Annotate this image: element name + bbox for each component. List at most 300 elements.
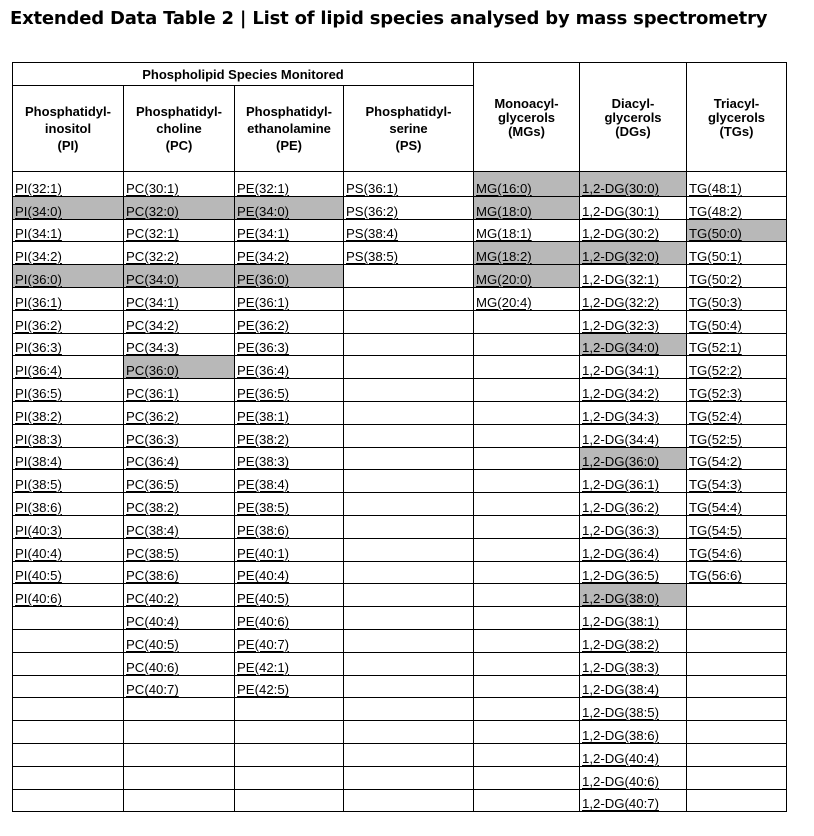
- cell-dg: [580, 766, 687, 789]
- empty-cell: [344, 379, 474, 402]
- table-row: [13, 424, 787, 447]
- empty-cell: [474, 379, 580, 402]
- cell-pi: [13, 447, 124, 470]
- species-label: PC(34:2): [126, 317, 179, 333]
- species-label: PE(40:6): [237, 613, 290, 629]
- cell-dg: [580, 196, 687, 219]
- cell-pi: [13, 242, 124, 265]
- cell-tg: [687, 287, 787, 310]
- empty-cell: [687, 652, 787, 675]
- cell-ps: [344, 196, 474, 219]
- species-label: PC(36:2): [126, 408, 179, 424]
- cell-pi: [13, 538, 124, 561]
- cell-pi: [13, 172, 124, 197]
- empty-cell: [474, 515, 580, 538]
- species-label: PC(36:5): [126, 477, 179, 493]
- species-label: 1,2-DG(38:1): [582, 613, 659, 629]
- species-label: 1,2-DG(38:2): [582, 636, 659, 652]
- cell-dg: [580, 401, 687, 424]
- species-label: PI(36:2): [15, 317, 62, 333]
- species-label: PE(36:1): [237, 294, 290, 310]
- empty-cell: [344, 493, 474, 516]
- empty-cell: [474, 652, 580, 675]
- species-label: PI(32:1): [15, 180, 62, 196]
- species-label: PE(34:0): [237, 203, 290, 219]
- cell-pe: [235, 584, 344, 607]
- cell-pc: [124, 424, 235, 447]
- empty-cell: [474, 789, 580, 812]
- species-label: PE(40:1): [237, 545, 290, 561]
- cell-pi: [13, 379, 124, 402]
- cell-tg: [687, 310, 787, 333]
- species-label: MG(20:0): [476, 271, 532, 287]
- table-row: [13, 584, 787, 607]
- species-label: PE(34:1): [237, 226, 290, 242]
- species-label: PE(38:6): [237, 522, 290, 538]
- empty-cell: [13, 629, 124, 652]
- species-label: PC(32:0): [126, 203, 179, 219]
- species-label: MG(18:2): [476, 249, 532, 265]
- cell-pc: [124, 607, 235, 630]
- species-label: 1,2-DG(36:1): [582, 477, 659, 493]
- cell-tg: [687, 561, 787, 584]
- table-title: Extended Data Table 2 | List of lipid species analysed by mass spectrometry: [10, 8, 768, 29]
- species-label: PE(38:3): [237, 454, 290, 470]
- species-label: PI(40:3): [15, 522, 62, 538]
- empty-cell: [344, 424, 474, 447]
- cell-pi: [13, 470, 124, 493]
- cell-tg: [687, 447, 787, 470]
- empty-cell: [13, 607, 124, 630]
- cell-pc: [124, 265, 235, 288]
- empty-cell: [344, 401, 474, 424]
- empty-cell: [344, 265, 474, 288]
- empty-cell: [344, 675, 474, 698]
- species-label: 1,2-DG(34:4): [582, 431, 659, 447]
- cell-dg: [580, 333, 687, 356]
- empty-cell: [687, 721, 787, 744]
- species-label: PE(38:5): [237, 499, 290, 515]
- cell-tg: [687, 379, 787, 402]
- species-label: PS(38:5): [346, 249, 399, 265]
- cell-pi: [13, 356, 124, 379]
- species-label: PC(40:6): [126, 659, 179, 675]
- species-label: PC(40:7): [126, 682, 179, 698]
- species-label: PI(34:2): [15, 249, 62, 265]
- species-label: TG(52:5): [689, 431, 742, 447]
- cell-pc: [124, 561, 235, 584]
- species-label: PE(36:5): [237, 385, 290, 401]
- cell-pi: [13, 196, 124, 219]
- table-row: [13, 766, 787, 789]
- cell-dg: [580, 493, 687, 516]
- table-row: [13, 607, 787, 630]
- species-label: PC(38:4): [126, 522, 179, 538]
- cell-pe: [235, 607, 344, 630]
- cell-dg: [580, 447, 687, 470]
- cell-tg: [687, 265, 787, 288]
- cell-mg: [474, 265, 580, 288]
- empty-cell: [13, 789, 124, 812]
- cell-pc: [124, 675, 235, 698]
- table-row: [13, 172, 787, 197]
- species-label: PI(36:3): [15, 340, 62, 356]
- species-label: TG(52:2): [689, 363, 742, 379]
- table-row: [13, 493, 787, 516]
- cell-pi: [13, 333, 124, 356]
- column-header-tg: Triacyl- glycerols (TGs): [687, 63, 787, 172]
- table-row: [13, 333, 787, 356]
- table-body: [13, 172, 787, 812]
- species-label: PE(42:1): [237, 659, 290, 675]
- empty-cell: [344, 538, 474, 561]
- cell-tg: [687, 242, 787, 265]
- species-label: PS(36:2): [346, 203, 399, 219]
- species-label: PI(36:0): [15, 271, 62, 287]
- cell-pi: [13, 515, 124, 538]
- species-label: PE(32:1): [237, 180, 290, 196]
- table-row: [13, 219, 787, 242]
- species-label: 1,2-DG(38:4): [582, 682, 659, 698]
- species-label: PI(40:4): [15, 545, 62, 561]
- column-header-pc: Phosphatidyl- choline (PC): [124, 86, 235, 172]
- species-label: PC(40:5): [126, 636, 179, 652]
- cell-dg: [580, 675, 687, 698]
- table-row: [13, 447, 787, 470]
- cell-tg: [687, 424, 787, 447]
- table-row: [13, 652, 787, 675]
- species-label: MG(18:0): [476, 203, 532, 219]
- species-label: PI(34:1): [15, 226, 62, 242]
- empty-cell: [687, 743, 787, 766]
- cell-mg: [474, 196, 580, 219]
- species-label: PE(36:0): [237, 271, 290, 287]
- cell-pc: [124, 310, 235, 333]
- cell-pe: [235, 561, 344, 584]
- species-label: PE(36:2): [237, 317, 290, 333]
- species-label: TG(50:3): [689, 294, 742, 310]
- cell-dg: [580, 172, 687, 197]
- table-row: [13, 743, 787, 766]
- cell-dg: [580, 584, 687, 607]
- empty-cell: [474, 493, 580, 516]
- cell-pe: [235, 356, 344, 379]
- species-label: TG(52:3): [689, 385, 742, 401]
- species-label: 1,2-DG(36:4): [582, 545, 659, 561]
- cell-dg: [580, 287, 687, 310]
- species-label: PE(36:4): [237, 363, 290, 379]
- species-label: TG(54:2): [689, 454, 742, 470]
- species-label: TG(56:6): [689, 568, 742, 584]
- empty-cell: [474, 743, 580, 766]
- cell-pi: [13, 401, 124, 424]
- species-label: PC(34:1): [126, 294, 179, 310]
- column-header-pe: Phosphatidyl- ethanolamine (PE): [235, 86, 344, 172]
- cell-pe: [235, 424, 344, 447]
- cell-tg: [687, 196, 787, 219]
- empty-cell: [344, 356, 474, 379]
- phospholipid-group-header: Phospholipid Species Monitored: [13, 63, 474, 86]
- cell-dg: [580, 607, 687, 630]
- empty-cell: [124, 789, 235, 812]
- table-row: [13, 470, 787, 493]
- species-label: PE(36:3): [237, 340, 290, 356]
- empty-cell: [474, 584, 580, 607]
- empty-cell: [687, 607, 787, 630]
- species-label: TG(54:3): [689, 477, 742, 493]
- species-label: 1,2-DG(32:2): [582, 294, 659, 310]
- cell-dg: [580, 356, 687, 379]
- species-label: PE(34:2): [237, 249, 290, 265]
- species-label: PI(36:1): [15, 294, 62, 310]
- empty-cell: [344, 629, 474, 652]
- species-label: PI(38:5): [15, 477, 62, 493]
- empty-cell: [474, 629, 580, 652]
- species-label: 1,2-DG(38:0): [582, 591, 659, 607]
- species-label: PS(38:4): [346, 226, 399, 242]
- species-label: PC(36:4): [126, 454, 179, 470]
- lipid-species-table: [12, 62, 787, 812]
- species-label: PC(34:0): [126, 271, 179, 287]
- cell-pc: [124, 242, 235, 265]
- cell-dg: [580, 721, 687, 744]
- species-label: 1,2-DG(36:2): [582, 499, 659, 515]
- species-label: TG(54:5): [689, 522, 742, 538]
- empty-cell: [474, 447, 580, 470]
- empty-cell: [344, 310, 474, 333]
- cell-dg: [580, 424, 687, 447]
- table-row: [13, 698, 787, 721]
- cell-pc: [124, 584, 235, 607]
- empty-cell: [474, 401, 580, 424]
- empty-cell: [124, 698, 235, 721]
- species-label: TG(54:6): [689, 545, 742, 561]
- cell-pc: [124, 629, 235, 652]
- species-label: 1,2-DG(36:3): [582, 522, 659, 538]
- species-label: PI(34:0): [15, 203, 62, 219]
- table-row: [13, 538, 787, 561]
- cell-dg: [580, 698, 687, 721]
- empty-cell: [474, 470, 580, 493]
- cell-mg: [474, 172, 580, 197]
- empty-cell: [687, 698, 787, 721]
- cell-pe: [235, 310, 344, 333]
- cell-pc: [124, 493, 235, 516]
- cell-pe: [235, 675, 344, 698]
- cell-pi: [13, 584, 124, 607]
- cell-pe: [235, 493, 344, 516]
- species-label: TG(50:4): [689, 317, 742, 333]
- cell-dg: [580, 379, 687, 402]
- cell-dg: [580, 515, 687, 538]
- species-label: PC(30:1): [126, 180, 179, 196]
- empty-cell: [13, 652, 124, 675]
- species-label: PI(38:3): [15, 431, 62, 447]
- table-row: [13, 789, 787, 812]
- empty-cell: [687, 789, 787, 812]
- cell-mg: [474, 242, 580, 265]
- species-label: PE(40:5): [237, 591, 290, 607]
- species-label: PI(38:6): [15, 499, 62, 515]
- cell-dg: [580, 652, 687, 675]
- empty-cell: [344, 584, 474, 607]
- species-label: 1,2-DG(34:1): [582, 363, 659, 379]
- empty-cell: [344, 652, 474, 675]
- cell-pc: [124, 333, 235, 356]
- species-label: TG(50:2): [689, 271, 742, 287]
- species-label: MG(18:1): [476, 226, 532, 242]
- empty-cell: [344, 721, 474, 744]
- cell-pe: [235, 219, 344, 242]
- species-label: PE(40:4): [237, 568, 290, 584]
- table-row: [13, 196, 787, 219]
- cell-tg: [687, 356, 787, 379]
- cell-pi: [13, 219, 124, 242]
- species-label: 1,2-DG(32:3): [582, 317, 659, 333]
- empty-cell: [235, 743, 344, 766]
- species-label: PE(38:1): [237, 408, 290, 424]
- species-label: 1,2-DG(32:0): [582, 249, 659, 265]
- table-row: [13, 310, 787, 333]
- species-label: PE(38:4): [237, 477, 290, 493]
- cell-pc: [124, 172, 235, 197]
- cell-pe: [235, 652, 344, 675]
- species-label: TG(50:0): [689, 226, 742, 242]
- species-label: TG(52:4): [689, 408, 742, 424]
- cell-pc: [124, 652, 235, 675]
- table-row: [13, 265, 787, 288]
- cell-pc: [124, 538, 235, 561]
- cell-pi: [13, 310, 124, 333]
- empty-cell: [344, 561, 474, 584]
- column-header-ps: Phosphatidyl- serine (PS): [344, 86, 474, 172]
- species-label: 1,2-DG(34:3): [582, 408, 659, 424]
- cell-pe: [235, 172, 344, 197]
- table-row: [13, 401, 787, 424]
- empty-cell: [13, 698, 124, 721]
- cell-pe: [235, 470, 344, 493]
- species-label: 1,2-DG(32:1): [582, 271, 659, 287]
- empty-cell: [474, 333, 580, 356]
- cell-tg: [687, 172, 787, 197]
- cell-pe: [235, 265, 344, 288]
- species-label: TG(52:1): [689, 340, 742, 356]
- empty-cell: [124, 743, 235, 766]
- cell-pc: [124, 401, 235, 424]
- empty-cell: [13, 743, 124, 766]
- empty-cell: [474, 675, 580, 698]
- cell-dg: [580, 743, 687, 766]
- cell-pe: [235, 196, 344, 219]
- cell-ps: [344, 172, 474, 197]
- column-header-dg: Diacyl- glycerols (DGs): [580, 63, 687, 172]
- cell-pc: [124, 287, 235, 310]
- empty-cell: [124, 721, 235, 744]
- species-label: TG(54:4): [689, 499, 742, 515]
- cell-mg: [474, 287, 580, 310]
- empty-cell: [344, 447, 474, 470]
- cell-pe: [235, 447, 344, 470]
- cell-tg: [687, 333, 787, 356]
- empty-cell: [344, 287, 474, 310]
- species-label: PE(42:5): [237, 682, 290, 698]
- species-label: 1,2-DG(36:0): [582, 454, 659, 470]
- column-header-mg: Monoacyl- glycerols (MGs): [474, 63, 580, 172]
- species-label: PC(38:5): [126, 545, 179, 561]
- species-label: PC(40:4): [126, 613, 179, 629]
- cell-dg: [580, 242, 687, 265]
- species-label: 1,2-DG(38:6): [582, 727, 659, 743]
- cell-pi: [13, 265, 124, 288]
- table-row: [13, 379, 787, 402]
- empty-cell: [235, 766, 344, 789]
- empty-cell: [235, 789, 344, 812]
- empty-cell: [344, 698, 474, 721]
- cell-pc: [124, 470, 235, 493]
- species-label: PI(36:4): [15, 363, 62, 379]
- species-label: PC(38:6): [126, 568, 179, 584]
- cell-pc: [124, 379, 235, 402]
- species-label: 1,2-DG(40:7): [582, 796, 659, 812]
- species-label: PC(32:1): [126, 226, 179, 242]
- cell-dg: [580, 629, 687, 652]
- species-label: 1,2-DG(30:2): [582, 226, 659, 242]
- empty-cell: [474, 538, 580, 561]
- cell-pe: [235, 379, 344, 402]
- species-label: PS(36:1): [346, 180, 399, 196]
- cell-pi: [13, 561, 124, 584]
- species-label: TG(50:1): [689, 249, 742, 265]
- table-row: [13, 242, 787, 265]
- species-label: MG(16:0): [476, 180, 532, 196]
- cell-dg: [580, 265, 687, 288]
- cell-pi: [13, 424, 124, 447]
- species-label: PI(40:5): [15, 568, 62, 584]
- table-row: [13, 629, 787, 652]
- species-label: PC(32:2): [126, 249, 179, 265]
- species-label: PI(36:5): [15, 385, 62, 401]
- empty-cell: [474, 356, 580, 379]
- cell-pe: [235, 515, 344, 538]
- cell-pe: [235, 333, 344, 356]
- empty-cell: [474, 766, 580, 789]
- species-label: PC(40:2): [126, 591, 179, 607]
- table-row: [13, 675, 787, 698]
- cell-pi: [13, 287, 124, 310]
- cell-pi: [13, 493, 124, 516]
- cell-dg: [580, 219, 687, 242]
- cell-ps: [344, 242, 474, 265]
- species-label: PC(36:1): [126, 385, 179, 401]
- cell-tg: [687, 538, 787, 561]
- species-label: TG(48:1): [689, 180, 742, 196]
- cell-dg: [580, 561, 687, 584]
- empty-cell: [344, 607, 474, 630]
- empty-cell: [687, 584, 787, 607]
- table-row: [13, 287, 787, 310]
- species-label: PC(36:0): [126, 363, 179, 379]
- species-label: 1,2-DG(36:5): [582, 568, 659, 584]
- table-row: [13, 356, 787, 379]
- species-label: PC(38:2): [126, 499, 179, 515]
- empty-cell: [687, 629, 787, 652]
- cell-tg: [687, 515, 787, 538]
- empty-cell: [344, 515, 474, 538]
- empty-cell: [13, 675, 124, 698]
- cell-pe: [235, 401, 344, 424]
- cell-pc: [124, 356, 235, 379]
- cell-tg: [687, 401, 787, 424]
